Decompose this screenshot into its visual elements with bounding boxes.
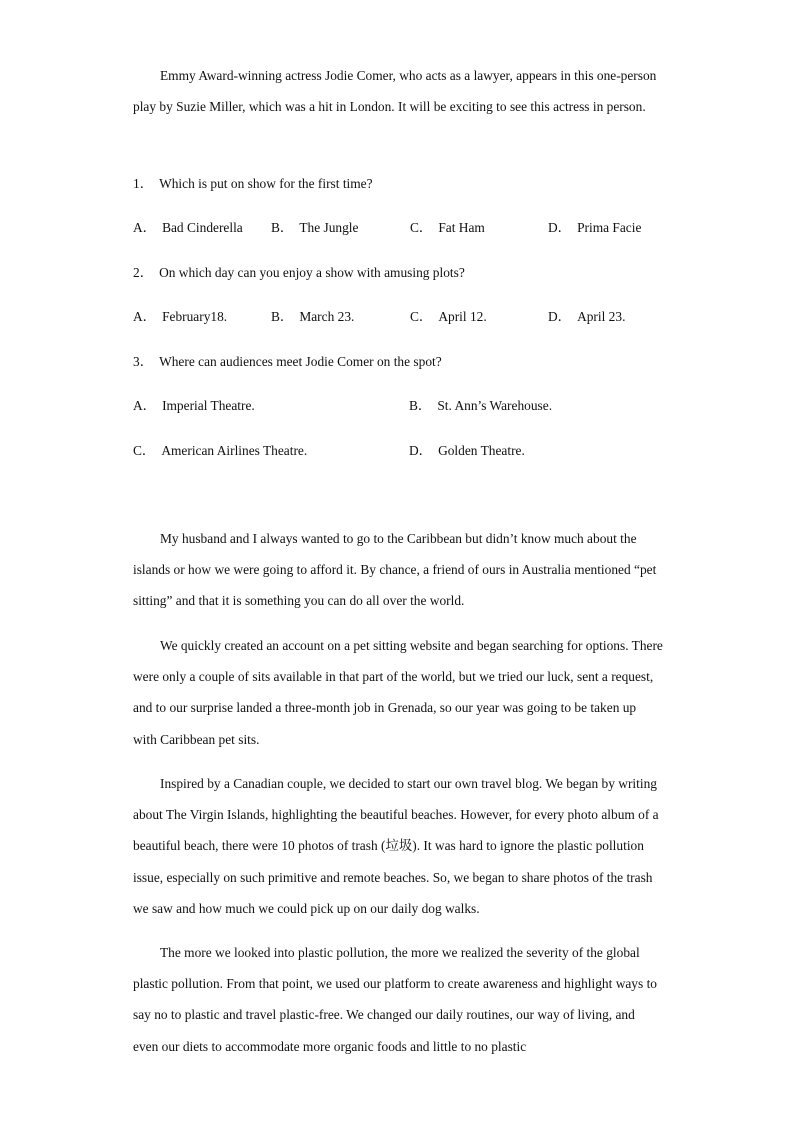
passage2-paragraph-1 — [133, 523, 663, 617]
option-letter: C． — [133, 443, 156, 458]
option-text: February18. — [162, 309, 228, 324]
option-text: Bad Cinderella — [162, 220, 243, 235]
passage1-paragraph-text: Emmy Award-winning actress Jodie Comer, who acts as a lawyer, appears in this one-person play by Suzie Miller, which was a hit in London. It will be exciting to see this actress in person. — [133, 68, 657, 115]
question-1-option-d — [548, 219, 641, 237]
passage2-paragraph-2 — [133, 630, 663, 755]
option-text: Fat Ham — [438, 220, 485, 235]
question-3-option-c — [133, 442, 307, 460]
option-letter: B． — [271, 220, 294, 235]
option-letter: D． — [409, 443, 433, 458]
passage2-paragraph-3-text: Inspired by a Canadian couple, we decided to start our own travel blog. We began by writing about The Virgin Islands, highlighting the beautiful beaches. However, for every photo album of a beautiful beach, there were 10 photos of trash (垃圾). It was hard to ignore the plastic pollution issue, especially on such primitive and remote beaches. So, we began to share photos of the trash we saw and how much we could pick up on our daily dog walks. — [133, 776, 659, 916]
passage1-paragraph — [133, 60, 663, 122]
question-3-option-b — [409, 397, 552, 415]
option-letter: C． — [410, 309, 433, 324]
passage2-paragraph-3 — [133, 768, 663, 924]
option-text: April 12. — [438, 309, 487, 324]
passage2-paragraph-4 — [133, 937, 663, 1062]
question-2-text: On which day can you enjoy a show with amusing plots? — [159, 265, 465, 280]
question-2-option-d — [548, 308, 625, 326]
question-1-option-c — [410, 219, 485, 237]
question-2 — [133, 264, 465, 282]
question-1 — [133, 175, 373, 193]
passage2-paragraph-1-text: My husband and I always wanted to go to the Caribbean but didn’t know much about the islands or how we were going to afford it. By chance, a friend of ours in Australia mentioned “pet sitting” and that it is something you can do all over the world. — [133, 531, 657, 609]
option-letter: C． — [410, 220, 433, 235]
question-3 — [133, 353, 442, 371]
question-3-number: 3． — [133, 354, 154, 369]
question-3-option-a — [133, 397, 255, 415]
passage2-paragraph-4-text: The more we looked into plastic pollution, the more we realized the severity of the global plastic pollution. From that point, we used our platform to create awareness and highlight ways to say no to plastic and travel plastic-free. We changed our daily routines, our way of living, and even our diets to accommodate more organic foods and little to no plastic — [133, 945, 657, 1054]
option-text: Imperial Theatre. — [162, 398, 255, 413]
option-text: Golden Theatre. — [438, 443, 525, 458]
option-letter: D． — [548, 220, 572, 235]
option-text: March 23. — [299, 309, 355, 324]
question-2-option-a — [133, 308, 227, 326]
option-text: American Airlines Theatre. — [161, 443, 308, 458]
question-1-option-b — [271, 219, 358, 237]
question-3-text: Where can audiences meet Jodie Comer on the spot? — [159, 354, 442, 369]
question-2-option-b — [271, 308, 354, 326]
option-text: The Jungle — [299, 220, 359, 235]
question-1-option-a — [133, 219, 243, 237]
passage2-paragraph-2-text: We quickly created an account on a pet sitting website and began searching for options. There were only a couple of sits available in that part of the world, but we tried our luck, sent a request, and to our surprise landed a three-month job in Grenada, so our year was going to be taken up with Caribbean pet sits. — [133, 638, 663, 747]
option-letter: A． — [133, 309, 157, 324]
option-text: Prima Facie — [577, 220, 642, 235]
question-2-number: 2． — [133, 265, 154, 280]
option-letter: B． — [271, 309, 294, 324]
option-letter: D． — [548, 309, 572, 324]
option-text: St. Ann’s Warehouse. — [437, 398, 553, 413]
option-letter: A． — [133, 220, 157, 235]
question-1-text: Which is put on show for the first time? — [159, 176, 373, 191]
question-1-number: 1． — [133, 176, 154, 191]
option-letter: A． — [133, 398, 157, 413]
option-letter: B． — [409, 398, 432, 413]
option-text: April 23. — [577, 309, 626, 324]
question-2-option-c — [410, 308, 487, 326]
question-3-option-d — [409, 442, 525, 460]
